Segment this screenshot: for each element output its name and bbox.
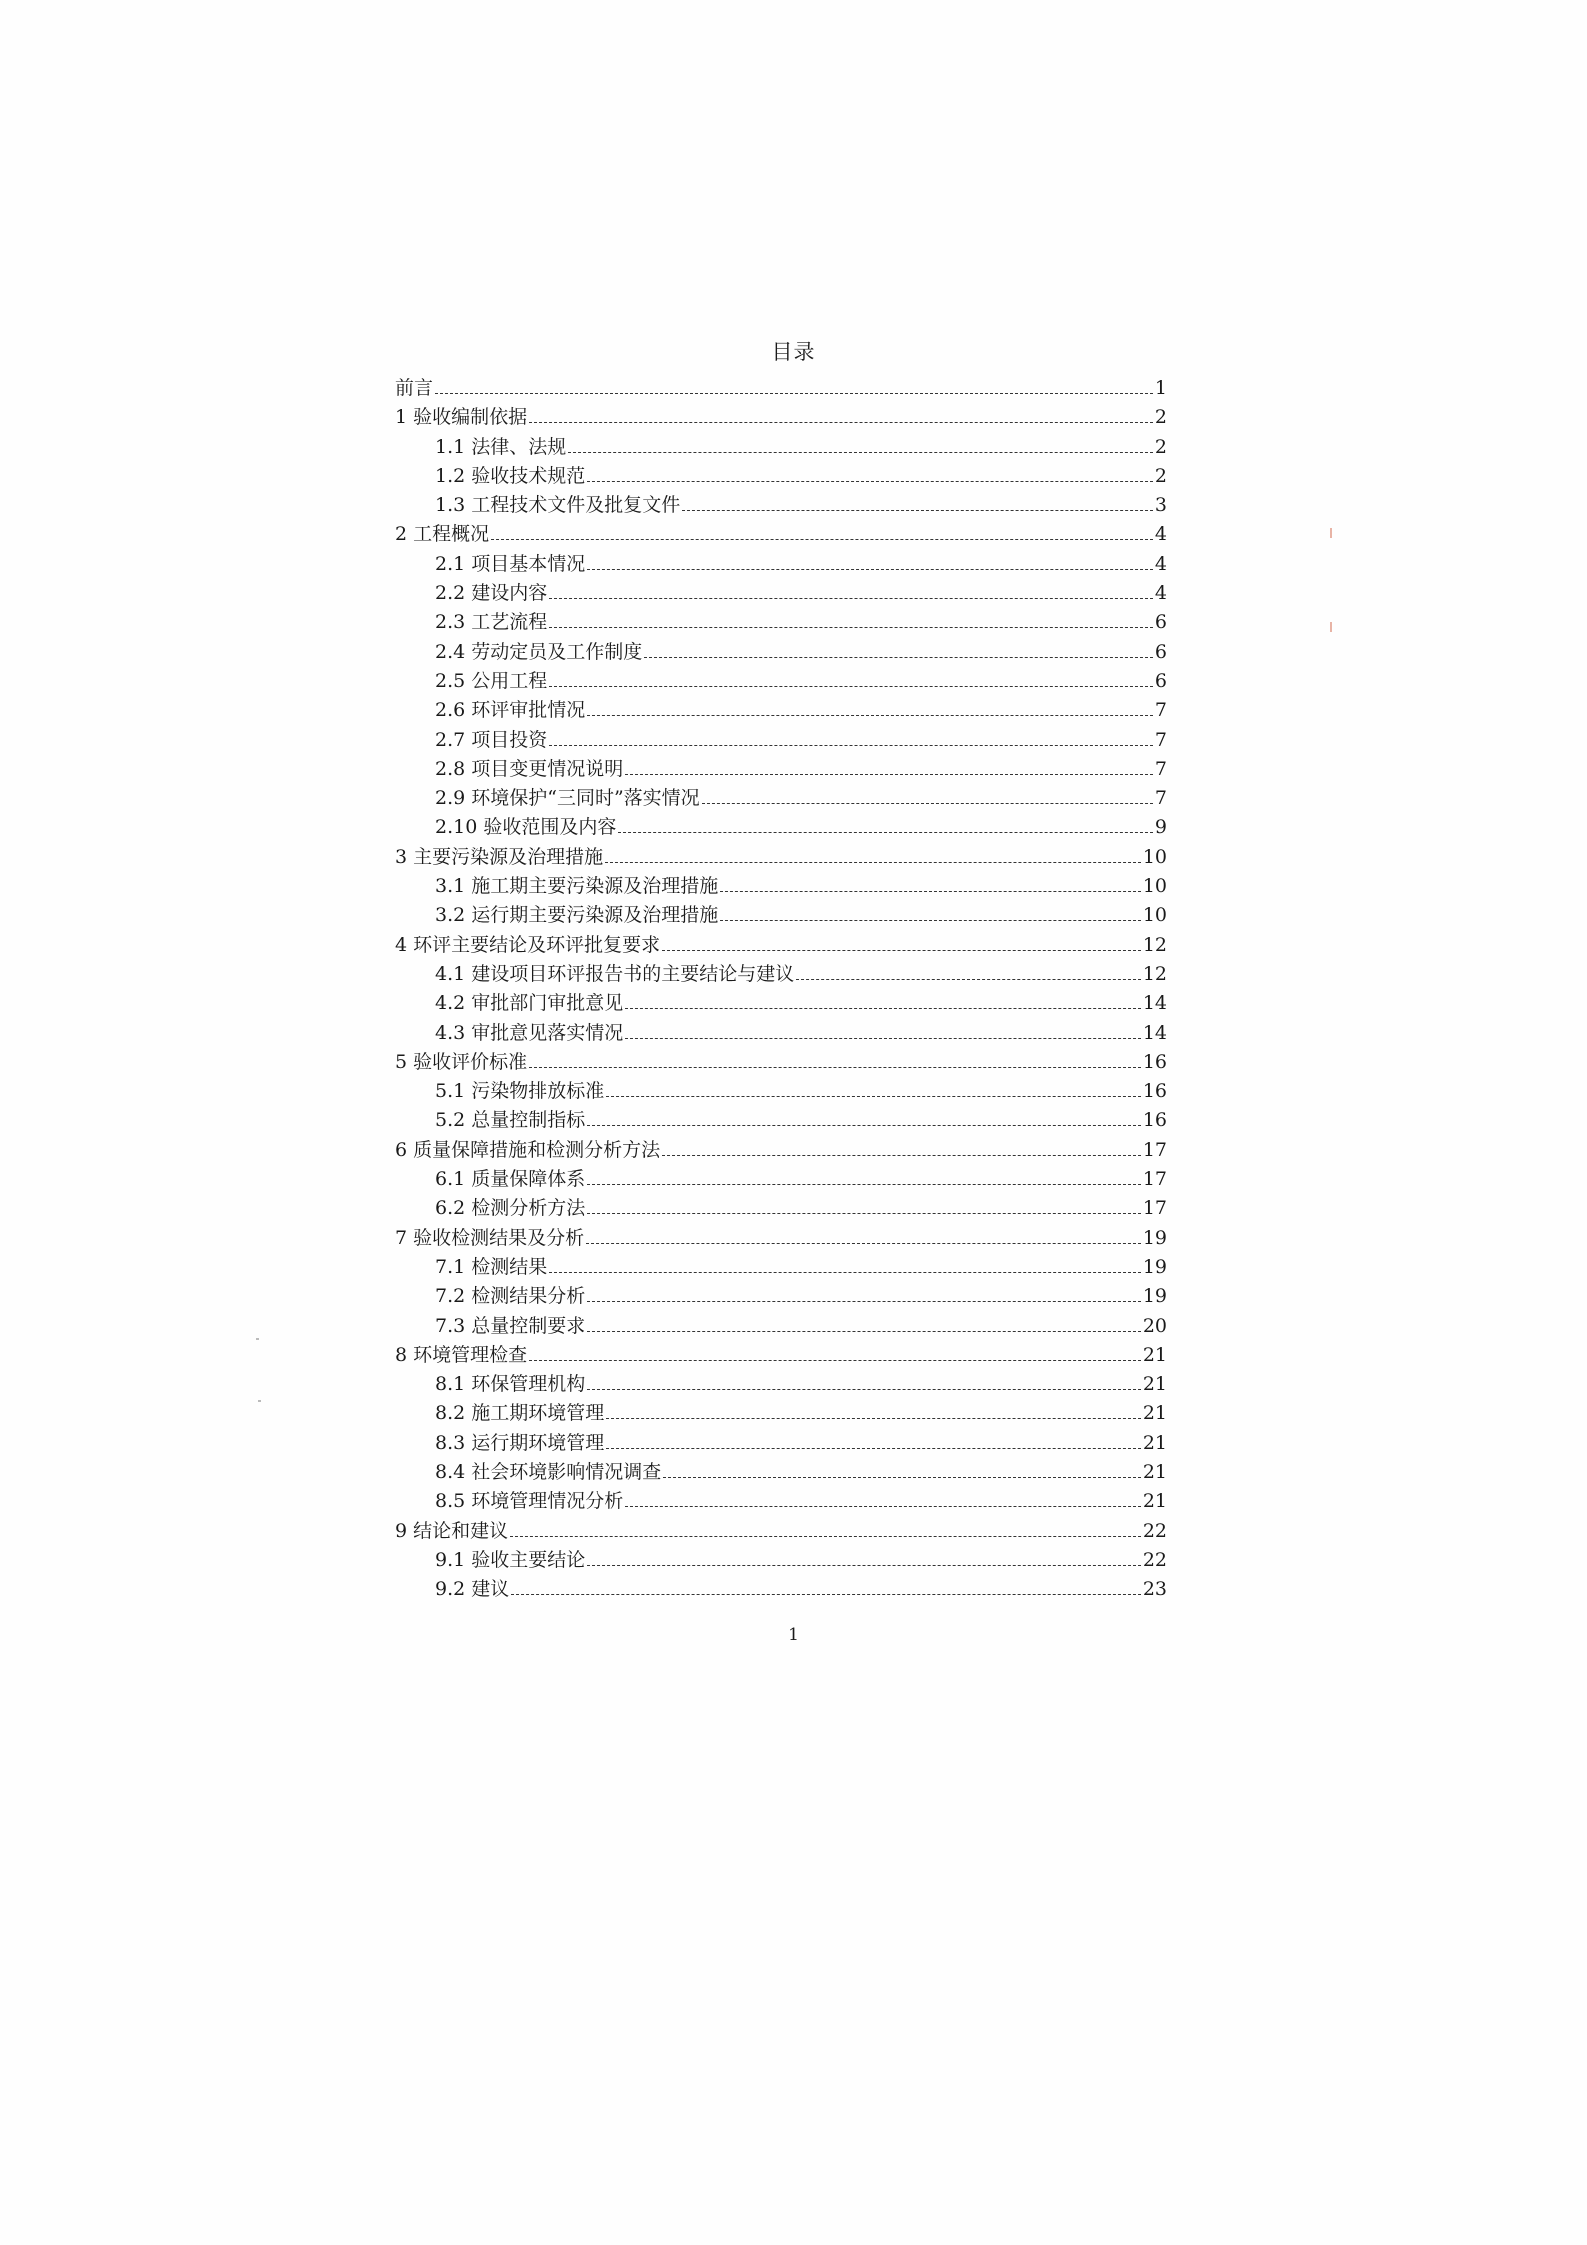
toc-entry xyxy=(395,433,1167,462)
toc-entry-page: 6 xyxy=(1154,669,1167,692)
toc-entry-label: 8.4 社会环境影响情况调查 xyxy=(435,1460,662,1483)
toc-entry xyxy=(395,638,1167,667)
toc-entry-label: 6 质量保障措施和检测分析方法 xyxy=(395,1138,661,1161)
toc-dot-leader xyxy=(435,393,1153,394)
toc-entry-page: 6 xyxy=(1154,611,1167,634)
toc-dot-leader xyxy=(586,1243,1141,1244)
toc-dot-leader xyxy=(568,452,1153,453)
toc-entry-page: 23 xyxy=(1142,1578,1167,1601)
toc-entry-label: 8.3 运行期环境管理 xyxy=(435,1431,605,1454)
toc-title: 目录 xyxy=(771,340,816,364)
toc-entry xyxy=(395,813,1167,842)
toc-dot-leader xyxy=(587,569,1153,570)
toc-dot-leader xyxy=(529,1360,1141,1361)
toc-entry xyxy=(395,403,1167,432)
toc-dot-leader xyxy=(625,774,1153,775)
toc-entry xyxy=(395,1546,1167,1575)
toc-entry-page: 4 xyxy=(1154,523,1167,546)
toc-entry-label: 9.1 验收主要结论 xyxy=(435,1548,586,1571)
toc-entry-label: 6.2 检测分析方法 xyxy=(435,1197,586,1220)
toc-entry xyxy=(395,374,1167,403)
toc-dot-leader xyxy=(625,1506,1141,1507)
toc-entry-label: 2.7 项目投资 xyxy=(435,728,548,751)
toc-entry-page: 9 xyxy=(1154,816,1167,839)
toc-entry xyxy=(395,843,1167,872)
toc-entry xyxy=(395,667,1167,696)
toc-dot-leader xyxy=(587,1184,1141,1185)
toc-entry-label: 9.2 建议 xyxy=(435,1578,510,1601)
toc-entry-page: 14 xyxy=(1142,1021,1167,1044)
toc-entry-page: 21 xyxy=(1142,1343,1167,1366)
toc-entry-page: 14 xyxy=(1142,992,1167,1015)
toc-entry xyxy=(395,1019,1167,1048)
scan-speck xyxy=(256,1338,259,1340)
toc-entry xyxy=(395,784,1167,813)
toc-entry xyxy=(395,462,1167,491)
toc-dot-leader xyxy=(549,686,1153,687)
toc-dot-leader xyxy=(587,481,1153,482)
toc-entry-page: 21 xyxy=(1142,1460,1167,1483)
toc-dot-leader xyxy=(587,1213,1141,1214)
toc-dot-leader xyxy=(587,1125,1141,1126)
toc-dot-leader xyxy=(702,803,1153,804)
toc-dot-leader xyxy=(529,422,1153,423)
toc-entry xyxy=(395,755,1167,784)
toc-dot-leader xyxy=(549,745,1153,746)
toc-entry xyxy=(395,1077,1167,1106)
toc-entry-label: 2.1 项目基本情况 xyxy=(435,552,586,575)
toc-dot-leader xyxy=(662,950,1141,951)
toc-entry-page: 21 xyxy=(1142,1431,1167,1454)
toc-entry-page: 2 xyxy=(1154,435,1167,458)
toc-entry xyxy=(395,1282,1167,1311)
toc-entry xyxy=(395,608,1167,637)
toc-dot-leader xyxy=(682,510,1153,511)
toc-entry xyxy=(395,491,1167,520)
toc-entry-label: 1.1 法律、法规 xyxy=(435,435,567,458)
table-of-contents xyxy=(395,374,1167,1604)
page-number: 1 xyxy=(788,1625,799,1645)
toc-entry-label: 2.9 环境保护“三同时”落实情况 xyxy=(435,787,700,810)
toc-entry-label: 2.2 建设内容 xyxy=(435,582,548,605)
toc-dot-leader xyxy=(549,627,1153,628)
toc-dot-leader xyxy=(644,657,1153,658)
toc-dot-leader xyxy=(625,1038,1141,1039)
toc-dot-leader xyxy=(511,1594,1141,1595)
toc-entry xyxy=(395,960,1167,989)
toc-entry-page: 7 xyxy=(1154,699,1167,722)
toc-entry-label: 7.1 检测结果 xyxy=(435,1255,548,1278)
toc-entry-page: 16 xyxy=(1142,1050,1167,1073)
toc-entry-label: 7.2 检测结果分析 xyxy=(435,1285,586,1308)
toc-entry-page: 19 xyxy=(1142,1226,1167,1249)
toc-dot-leader xyxy=(491,539,1153,540)
toc-entry xyxy=(395,1575,1167,1604)
toc-entry-page: 2 xyxy=(1154,406,1167,429)
toc-entry xyxy=(395,1165,1167,1194)
toc-entry xyxy=(395,1341,1167,1370)
toc-dot-leader xyxy=(606,1418,1141,1419)
toc-entry-page: 10 xyxy=(1142,875,1167,898)
toc-entry-page: 21 xyxy=(1142,1402,1167,1425)
toc-entry-label: 7 验收检测结果及分析 xyxy=(395,1226,585,1249)
toc-entry-page: 19 xyxy=(1142,1285,1167,1308)
toc-entry xyxy=(395,1517,1167,1546)
toc-entry-label: 1 验收编制依据 xyxy=(395,406,528,429)
toc-entry-label: 4.3 审批意见落实情况 xyxy=(435,1021,624,1044)
toc-entry-page: 7 xyxy=(1154,757,1167,780)
toc-entry-page: 17 xyxy=(1142,1168,1167,1191)
toc-entry-page: 3 xyxy=(1154,494,1167,517)
toc-entry-label: 8 环境管理检查 xyxy=(395,1343,528,1366)
toc-entry-page: 22 xyxy=(1142,1548,1167,1571)
toc-dot-leader xyxy=(662,1155,1141,1156)
toc-entry-page: 20 xyxy=(1142,1314,1167,1337)
scan-mark xyxy=(1330,622,1332,632)
toc-entry-page: 19 xyxy=(1142,1255,1167,1278)
toc-dot-leader xyxy=(663,1477,1141,1478)
scan-speck xyxy=(258,1400,261,1402)
toc-entry xyxy=(395,989,1167,1018)
toc-dot-leader xyxy=(587,1331,1141,1332)
toc-entry-label: 2 工程概况 xyxy=(395,523,490,546)
toc-entry-label: 5 验收评价标准 xyxy=(395,1050,528,1073)
toc-dot-leader xyxy=(720,920,1141,921)
toc-dot-leader xyxy=(587,1301,1141,1302)
toc-dot-leader xyxy=(587,1389,1141,1390)
toc-entry-label: 2.5 公用工程 xyxy=(435,669,548,692)
toc-entry-page: 17 xyxy=(1142,1197,1167,1220)
toc-entry-page: 6 xyxy=(1154,640,1167,663)
toc-entry-page: 1 xyxy=(1154,377,1167,399)
toc-entry-label: 5.1 污染物排放标准 xyxy=(435,1080,605,1103)
toc-entry xyxy=(395,1429,1167,1458)
toc-entry-page: 22 xyxy=(1142,1519,1167,1542)
toc-entry-label: 7.3 总量控制要求 xyxy=(435,1314,586,1337)
toc-entry xyxy=(395,1224,1167,1253)
toc-entry xyxy=(395,931,1167,960)
toc-entry-label: 4.2 审批部门审批意见 xyxy=(435,992,624,1015)
toc-entry-label: 3.1 施工期主要污染源及治理措施 xyxy=(435,875,719,898)
toc-entry xyxy=(395,1136,1167,1165)
toc-entry xyxy=(395,872,1167,901)
toc-entry-label: 2.6 环评审批情况 xyxy=(435,699,586,722)
toc-entry-page: 4 xyxy=(1154,552,1167,575)
toc-entry-page: 10 xyxy=(1142,845,1167,868)
toc-entry-page: 12 xyxy=(1142,933,1167,956)
toc-dot-leader xyxy=(796,979,1141,980)
toc-dot-leader xyxy=(549,1272,1141,1273)
toc-entry-label: 3.2 运行期主要污染源及治理措施 xyxy=(435,904,719,927)
toc-entry xyxy=(395,550,1167,579)
toc-entry-page: 7 xyxy=(1154,728,1167,751)
toc-dot-leader xyxy=(625,1008,1141,1009)
toc-entry-label: 9 结论和建议 xyxy=(395,1519,509,1542)
toc-entry-label: 3 主要污染源及治理措施 xyxy=(395,845,604,868)
toc-entry xyxy=(395,1048,1167,1077)
toc-entry-label: 4 环评主要结论及环评批复要求 xyxy=(395,933,661,956)
toc-dot-leader xyxy=(606,1096,1141,1097)
toc-entry xyxy=(395,1312,1167,1341)
scan-mark xyxy=(1330,528,1332,538)
toc-dot-leader xyxy=(618,832,1153,833)
toc-entry-label: 8.1 环保管理机构 xyxy=(435,1373,586,1396)
toc-entry xyxy=(395,1458,1167,1487)
toc-dot-leader xyxy=(720,891,1141,892)
toc-entry-page: 12 xyxy=(1142,962,1167,985)
toc-entry-label: 2.3 工艺流程 xyxy=(435,611,548,634)
toc-entry-label: 2.8 项目变更情况说明 xyxy=(435,757,624,780)
toc-entry-label: 前言 xyxy=(395,377,434,399)
toc-entry xyxy=(395,901,1167,930)
toc-entry-page: 10 xyxy=(1142,904,1167,927)
toc-dot-leader xyxy=(587,715,1153,716)
toc-entry-page: 16 xyxy=(1142,1109,1167,1132)
toc-entry xyxy=(395,1106,1167,1135)
toc-entry-label: 2.10 验收范围及内容 xyxy=(435,816,617,839)
toc-entry-label: 5.2 总量控制指标 xyxy=(435,1109,586,1132)
toc-entry xyxy=(395,579,1167,608)
toc-entry xyxy=(395,520,1167,549)
toc-dot-leader xyxy=(549,598,1153,599)
toc-entry xyxy=(395,1370,1167,1399)
toc-entry xyxy=(395,1487,1167,1516)
toc-entry-page: 21 xyxy=(1142,1490,1167,1513)
toc-entry-label: 4.1 建设项目环评报告书的主要结论与建议 xyxy=(435,962,795,985)
toc-entry-label: 8.2 施工期环境管理 xyxy=(435,1402,605,1425)
toc-entry-label: 6.1 质量保障体系 xyxy=(435,1168,586,1191)
toc-entry-page: 16 xyxy=(1142,1080,1167,1103)
toc-entry-page: 7 xyxy=(1154,787,1167,810)
toc-entry-label: 2.4 劳动定员及工作制度 xyxy=(435,640,643,663)
toc-entry xyxy=(395,696,1167,725)
toc-entry-label: 8.5 环境管理情况分析 xyxy=(435,1490,624,1513)
toc-dot-leader xyxy=(606,1448,1141,1449)
toc-entry-page: 21 xyxy=(1142,1373,1167,1396)
toc-entry-page: 4 xyxy=(1154,582,1167,605)
toc-entry xyxy=(395,1253,1167,1282)
toc-entry-page: 2 xyxy=(1154,464,1167,487)
toc-entry xyxy=(395,1194,1167,1223)
toc-entry-label: 1.2 验收技术规范 xyxy=(435,464,586,487)
toc-dot-leader xyxy=(510,1536,1141,1537)
toc-dot-leader xyxy=(605,862,1141,863)
toc-dot-leader xyxy=(529,1067,1141,1068)
toc-entry-page: 17 xyxy=(1142,1138,1167,1161)
toc-entry-label: 1.3 工程技术文件及批复文件 xyxy=(435,494,681,517)
toc-dot-leader xyxy=(587,1565,1141,1566)
toc-entry xyxy=(395,1399,1167,1428)
toc-entry xyxy=(395,726,1167,755)
